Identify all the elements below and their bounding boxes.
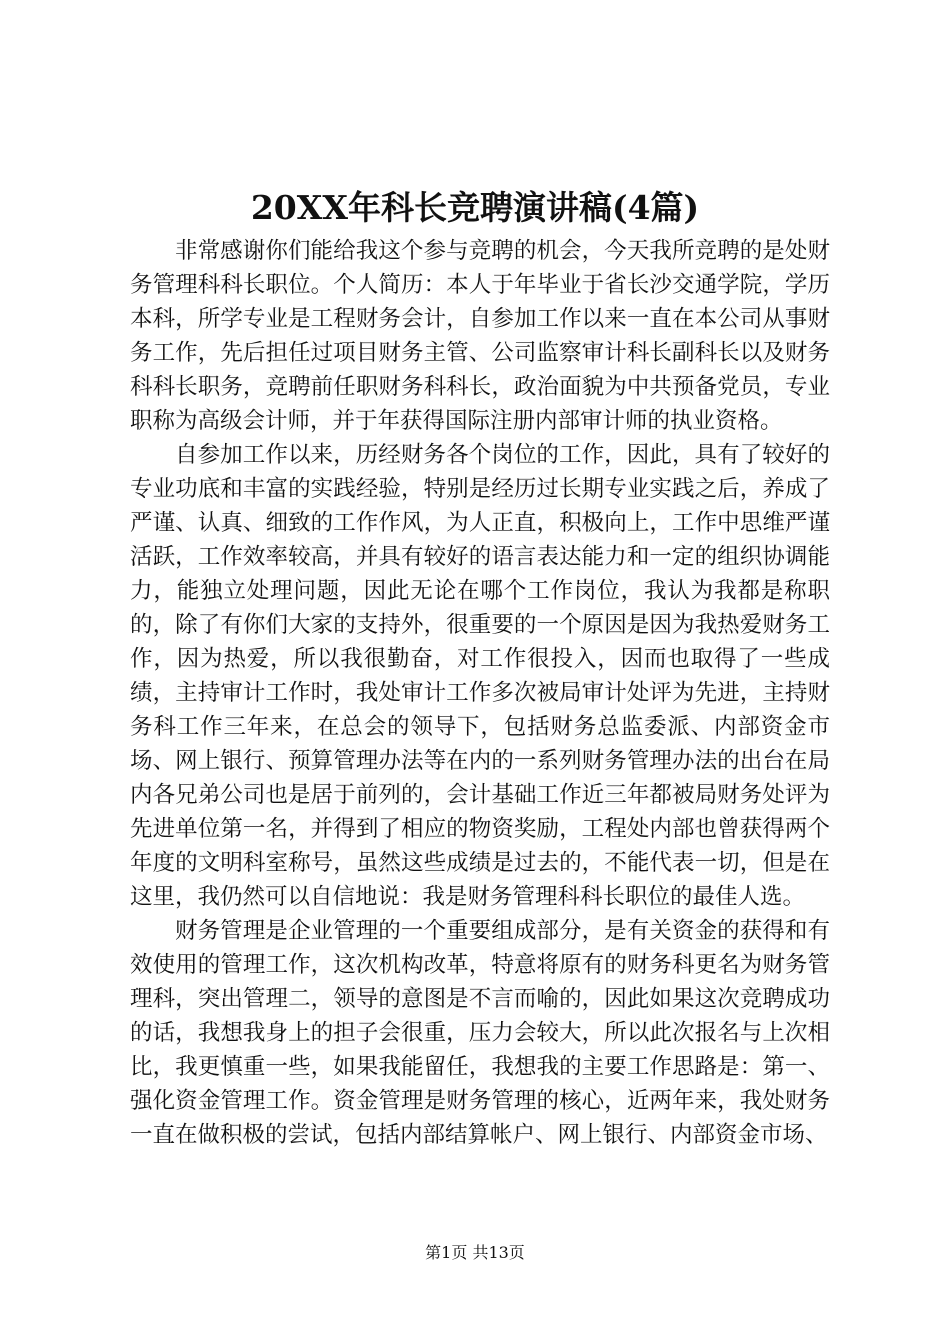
paragraph: 非常感谢你们能给我这个参与竞聘的机会，今天我所竞聘的是处财务管理科科长职位。个人简历：本人于年毕业于省长沙交通学院，学历本科，所学专业是工程财务会计，自参加工作以来一直在本公司从事财务工作，先后担任过项目财务主管、公司监察审计科长副科长以及财务科科长职务，竞聘前任职财务科科长，政治面貌为中共预备党员，专业职称为高级会计师，并于年获得国际注册内部审计师的执业资格。 bbox=[130, 238, 830, 434]
paragraph: 财务管理是企业管理的一个重要组成部分，是有关资金的获得和有效使用的管理工作，这次机构改革，特意将原有的财务科更名为财务管理科，突出管理二，领导的意图是不言而喻的，因此如果这次竞聘成功的话，我想我身上的担子会很重，压力会较大，所以此次报名与上次相比，我更慎重一些，如果我能留任，我想我的主要工作思路是：第一、强化资金管理工作。资金管理是财务管理的核心，近两年来，我处财务一直在做积极的尝试，包括内部结算帐户、网上银行、内部资金市场、 bbox=[130, 918, 830, 1148]
document-body bbox=[130, 234, 830, 1152]
document-title: 20XX年科长竞聘演讲稿(4篇) bbox=[250, 188, 700, 227]
page-number-footer: 第1页 共13页 bbox=[425, 1243, 525, 1262]
paragraph: 自参加工作以来，历经财务各个岗位的工作，因此，具有了较好的专业功底和丰富的实践经验，特别是经历过长期专业实践之后，养成了严谨、认真、细致的工作作风，为人正直，积极向上，工作中思维严谨活跃，工作效率较高，并具有较好的语言表达能力和一定的组织协调能力，能独立处理问题，因此无论在哪个工作岗位，我认为我都是称职的，除了有你们大家的支持外，很重要的一个原因是因为我热爱财务工作，因为热爱，所以我很勤奋，对工作很投入，因而也取得了一些成绩，主持审计工作时，我处审计工作多次被局审计处评为先进，主持财务科工作三年来，在总会的领导下，包括财务总监委派、内部资金市场、网上银行、预算管理办法等在内的一系列财务管理办法的出台在局内各兄弟公司也是居于前列的，会计基础工作近三年都被局财务处评为先进单位第一名，并得到了相应的物资奖励，工程处内部也曾获得两个年度的文明科室称号，虽然这些成绩是过去的，不能代表一切，但是在这里，我仍然可以自信地说：我是财务管理科科长职位的最佳人选。 bbox=[130, 442, 830, 910]
